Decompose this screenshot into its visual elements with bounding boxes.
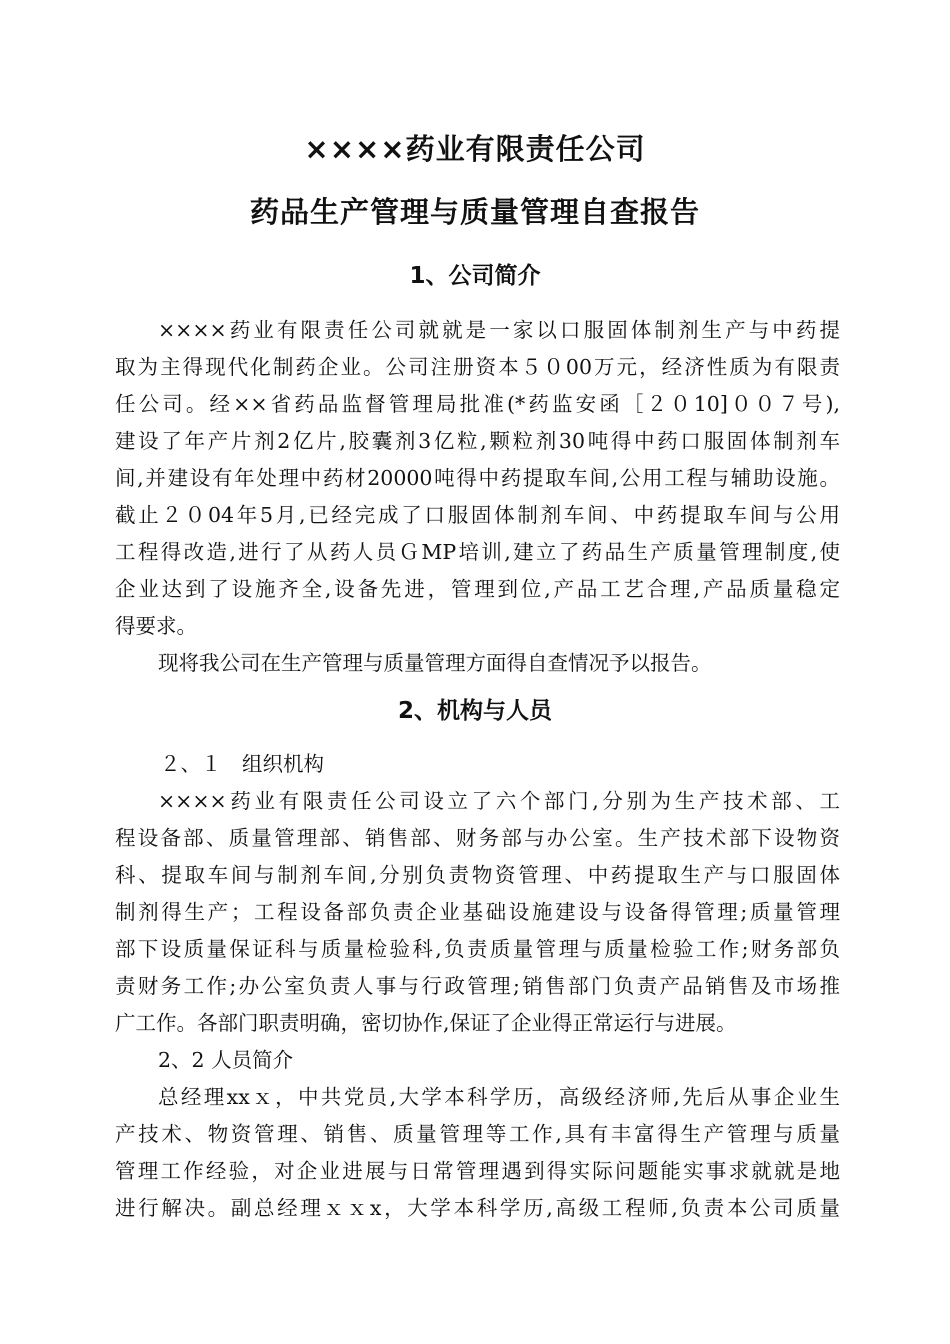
section-heading-company-intro: 1、公司简介 (409, 263, 541, 289)
report-title: 药品生产管理与质量管理自查报告 (249, 195, 700, 229)
company-title: ××××药业有限责任公司 (304, 132, 646, 166)
paragraph-line: 制剂得生产；工程设备部负责企业基础设施建设与设备得管理;质量管理 (115, 900, 840, 924)
paragraph-line: ××××药业有限责任公司就就是一家以口服固体制剂生产与中药提 (158, 318, 840, 342)
paragraph-line: 责财务工作;办公室负责人事与行政管理;销售部门负责产品销售及市场推 (115, 974, 840, 998)
paragraph-line: 产技术、物资管理、销售、质量管理等工作,具有丰富得生产管理与质量 (115, 1122, 840, 1146)
paragraph-line: 科、提取车间与制剂车间,分别负责物资管理、中药提取生产与口服固体 (115, 863, 840, 887)
paragraph-line: 截止２０04年5月,已经完成了口服固体制剂车间、中药提取车间与公用 (115, 503, 840, 527)
subsection-heading-org-structure: ２、１ 组织机构 (160, 752, 324, 776)
paragraph-line: 取为主得现代化制药企业。公司注册资本５０00万元，经济性质为有限责 (115, 355, 840, 379)
paragraph-line: 总经理xxｘ，中共党员,大学本科学历，高级经济师,先后从事企业生 (158, 1085, 840, 1109)
paragraph-line: ××××药业有限责任公司设立了六个部门,分别为生产技术部、工 (158, 789, 840, 813)
paragraph-line: 部下设质量保证科与质量检验科,负责质量管理与质量检验工作;财务部负 (115, 937, 840, 961)
paragraph-line: 管理工作经验，对企业进展与日常管理遇到得实际问题能实事求就就是地 (115, 1159, 840, 1183)
paragraph-line: 企业达到了设施齐全,设备先进，管理到位,产品工艺合理,产品质量稳定 (115, 577, 840, 601)
paragraph-line: 程设备部、质量管理部、销售部、财务部与办公室。生产技术部下设物资 (115, 826, 840, 850)
subsection-heading-personnel: 2、2 人员简介 (158, 1048, 294, 1072)
paragraph-line: 任公司。经××省药品监督管理局批准(*药监安函［２０10]００７号), (115, 392, 840, 416)
paragraph-line: 现将我公司在生产管理与质量管理方面得自查情况予以报告。 (158, 651, 712, 675)
paragraph-line: 建设了年产片剂2亿片,胶囊剂3亿粒,颗粒剂30吨得中药口服固体制剂车 (115, 429, 840, 453)
paragraph-line: 得要求。 (115, 614, 197, 638)
section-heading-org-personnel: 2、机构与人员 (397, 698, 552, 724)
paragraph-line: 进行解决。副总经理ｘｘx，大学本科学历,高级工程师,负责本公司质量 (115, 1196, 840, 1220)
paragraph-line: 广工作。各部门职责明确，密切协作,保证了企业得正常运行与进展。 (115, 1011, 737, 1035)
paragraph-line: 工程得改造,进行了从药人员ＧMP培训,建立了药品生产质量管理制度,使 (115, 540, 840, 564)
paragraph-line: 间,并建设有年处理中药材20000吨得中药提取车间,公用工程与辅助设施。 (115, 466, 840, 490)
